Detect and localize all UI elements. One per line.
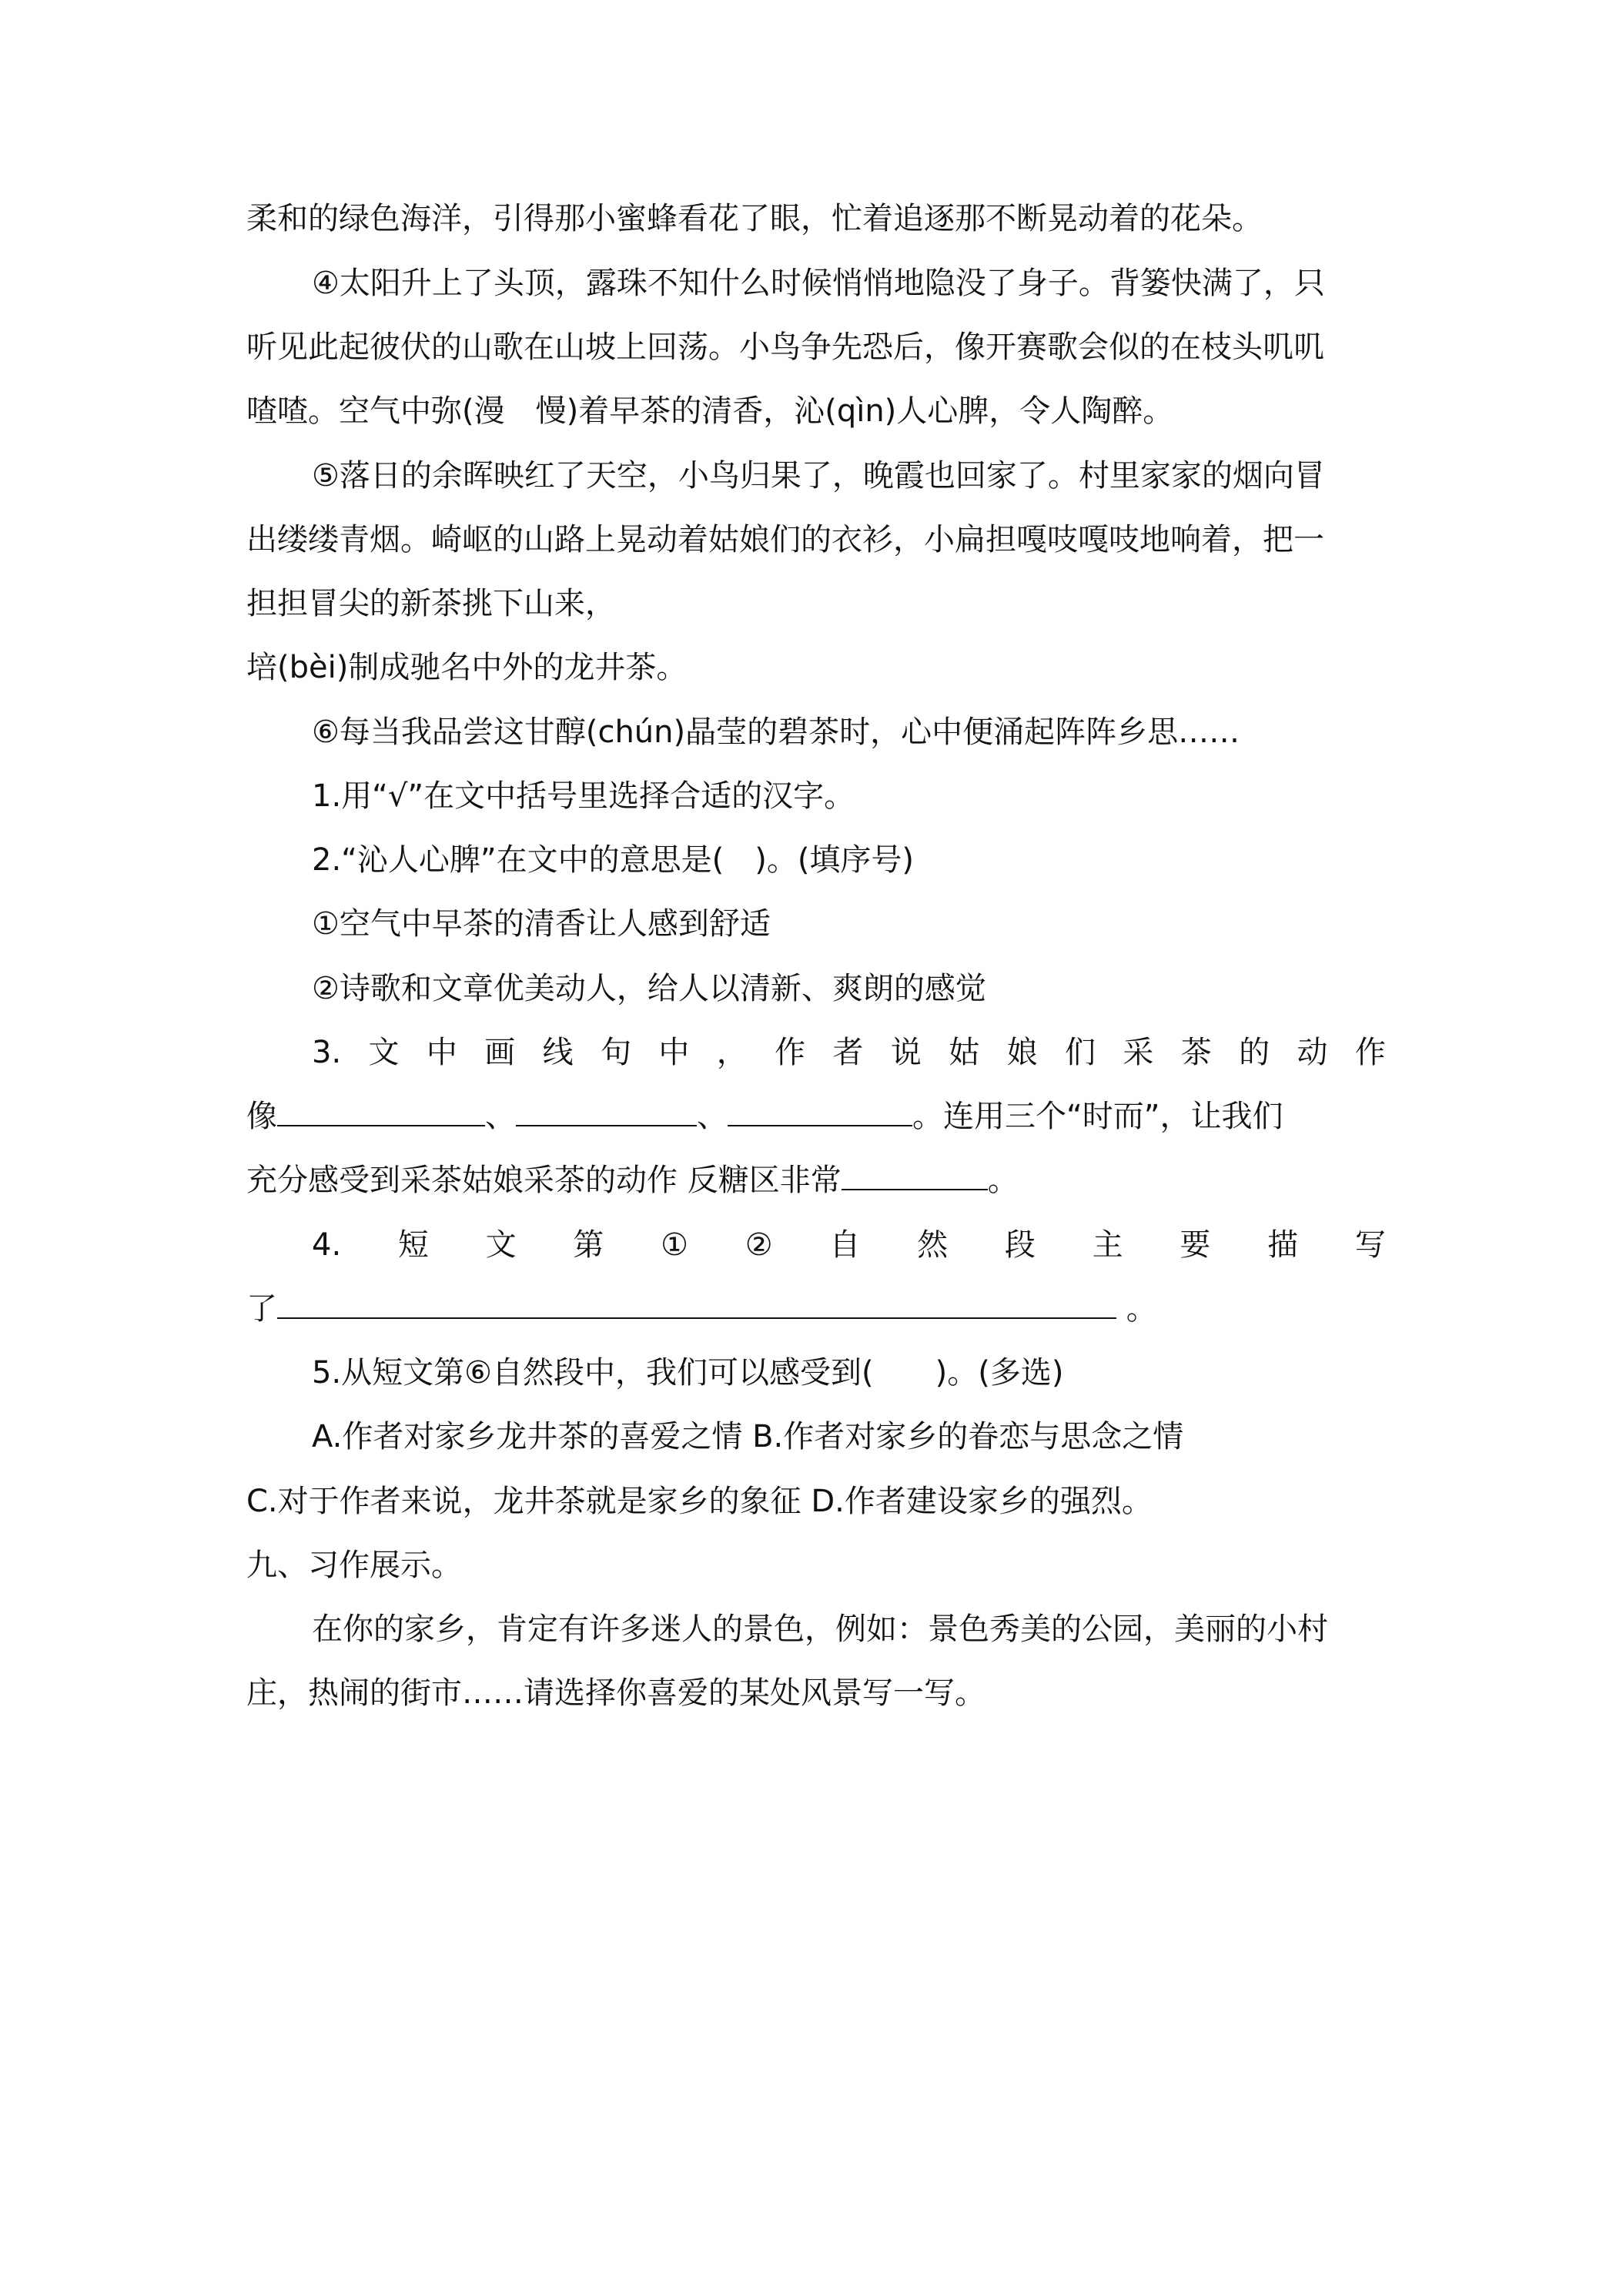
question-5: 5.从短文第⑥自然段中，我们可以感受到( )。(多选)	[312, 1355, 1064, 1391]
separator: 、	[485, 1099, 516, 1134]
paragraph-5-line: 培(bèi)制成驰名中外的龙井茶。	[246, 650, 688, 685]
question-word: 作	[775, 1035, 806, 1070]
question-3-text: 。	[987, 1163, 1019, 1198]
answer-blank[interactable]	[277, 1291, 1116, 1319]
question-word: 茶	[1180, 1035, 1212, 1070]
question-word: 然	[917, 1227, 949, 1263]
question-word: 自	[829, 1227, 861, 1263]
question-word: 作	[1354, 1035, 1386, 1070]
question-word: 中	[426, 1035, 457, 1070]
question-3-line-1	[312, 1031, 1386, 1074]
question-3-line-3	[246, 1159, 1019, 1202]
answer-blank[interactable]	[728, 1099, 912, 1126]
separator: 、	[697, 1099, 728, 1134]
question-word: 文	[368, 1035, 400, 1070]
answer-blank[interactable]	[842, 1163, 988, 1190]
question-2-option-2: ②诗歌和文章优美动人，给人以清新、爽朗的感觉	[312, 971, 986, 1006]
question-4-line-2	[246, 1287, 1157, 1330]
question-4-line-1	[312, 1223, 1386, 1267]
question-4-text: 了	[246, 1291, 277, 1327]
question-word: ，	[716, 1035, 748, 1070]
question-word: 动	[1297, 1035, 1328, 1070]
question-word: 者	[832, 1035, 864, 1070]
section-9-title: 九、习作展示。	[246, 1548, 462, 1583]
question-3-text: 像	[246, 1099, 277, 1134]
question-word: 短	[397, 1227, 429, 1263]
question-word: 段	[1004, 1227, 1036, 1263]
paragraph-4-line: ④太阳升上了头顶，露珠不知什么时候悄悄地隐没了身子。背篓快满了，只	[312, 266, 1325, 301]
question-word: ②	[745, 1227, 773, 1263]
question-word: 4.	[312, 1227, 342, 1263]
question-word: 要	[1180, 1227, 1211, 1263]
question-word: 的	[1239, 1035, 1270, 1070]
answer-blank[interactable]	[516, 1099, 697, 1126]
question-3-text: 充分感受到采茶姑娘采茶的动作 反糖区非常	[246, 1163, 842, 1198]
question-word: 采	[1123, 1035, 1154, 1070]
question-word: 3.	[312, 1035, 342, 1070]
question-word: 第	[573, 1227, 604, 1263]
question-5-options-ab: A.作者对家乡龙井茶的喜爱之情 B.作者对家乡的眷恋与思念之情	[312, 1419, 1184, 1454]
question-3-text: 。连用三个“时而”，让我们	[912, 1099, 1283, 1134]
question-word: 中	[658, 1035, 690, 1070]
question-word: 写	[1354, 1227, 1386, 1263]
question-word: 文	[485, 1227, 517, 1263]
question-word: 画	[484, 1035, 516, 1070]
question-word: 主	[1092, 1227, 1123, 1263]
paragraph-4-line: 喳喳。空气中弥(漫 慢)着早茶的清香，沁(qìn)人心脾，令人陶醉。	[246, 393, 1174, 429]
answer-blank[interactable]	[277, 1099, 485, 1126]
question-word: 描	[1267, 1227, 1299, 1263]
question-word: ①	[661, 1227, 689, 1263]
paragraph-5-line: 出缕缕青烟。崎岖的山路上晃动着姑娘们的衣衫，小扁担嘎吱嘎吱地响着，把一	[246, 522, 1324, 557]
question-5-options-cd: C.对于作者来说，龙井茶就是家乡的象征 D.作者建设家乡的强烈。	[246, 1484, 1153, 1519]
passage-line: 柔和的绿色海洋，引得那小蜜蜂看花了眼，忙着追逐那不断晃动着的花朵。	[246, 201, 1263, 236]
section-9-line: 庄，热闹的街市……请选择你喜爱的某处风景写一写。	[246, 1675, 986, 1711]
question-word: 说	[890, 1035, 922, 1070]
paragraph-5-line: ⑤落日的余晖映红了天空，小鸟归果了，晚霞也回家了。村里家家的烟向冒	[312, 458, 1325, 494]
question-3-line-2	[246, 1095, 1283, 1138]
question-word: 们	[1065, 1035, 1096, 1070]
paragraph-5-line: 担担冒尖的新茶挑下山来，	[246, 586, 616, 621]
question-word: 娘	[1006, 1035, 1038, 1070]
paragraph-6-line: ⑥每当我品尝这甘醇(chún)晶莹的碧茶时，心中便涌起阵阵乡思……	[312, 715, 1240, 750]
question-word: 句	[601, 1035, 632, 1070]
question-2-option-1: ①空气中早茶的清香让人感到舒适	[312, 906, 771, 942]
question-4-text: 。	[1116, 1291, 1157, 1327]
section-9-line: 在你的家乡，肯定有许多迷人的景色，例如：景色秀美的公园，美丽的小村	[312, 1612, 1328, 1647]
question-word: 姑	[949, 1035, 980, 1070]
question-word: 线	[542, 1035, 574, 1070]
question-1: 1.用“√”在文中括号里选择合适的汉字。	[312, 778, 855, 814]
paragraph-4-line: 听见此起彼伏的山歌在山坡上回荡。小鸟争先恐后，像开赛歌会似的在枝头叽叽	[246, 330, 1324, 365]
question-2: 2.“沁人心脾”在文中的意思是( )。(填序号)	[312, 842, 915, 878]
